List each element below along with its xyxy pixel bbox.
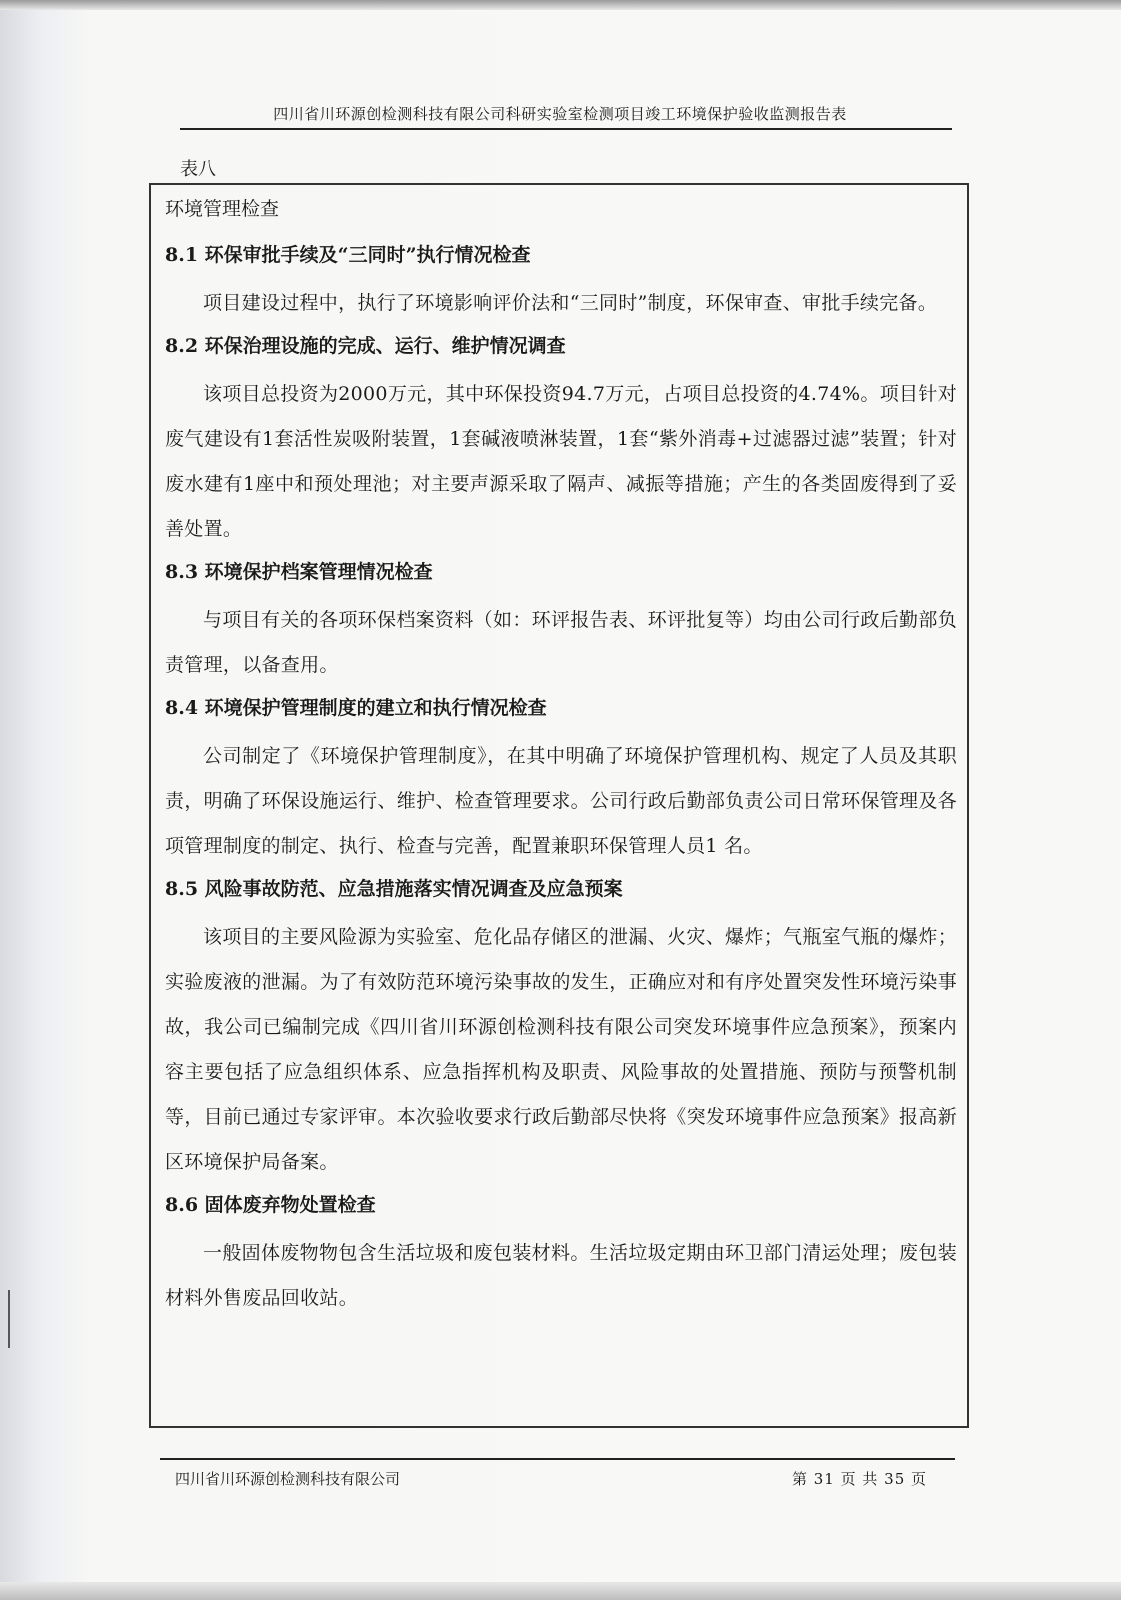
section-8-5 <box>165 875 957 1185</box>
content-body <box>165 195 957 1327</box>
section-paragraph: 项目建设过程中，执行了环境影响评价法和“三同时”制度，环保审查、审批手续完备。 <box>203 292 938 314</box>
section-paragraph: 公司制定了《环境保护管理制度》，在其中明确了环境保护管理机构、规定了人员及其职责，明确了环保设施运行、维护、检查管理要求。公司行政后勤部负责公司日常环保管理及各项管理制度的制定、执行、检查与完善，配置兼职环保管理人员1 名。 <box>165 745 957 857</box>
footer-page-number: 第 31 页 共 35 页 <box>792 1470 928 1488</box>
table-label: 表八 <box>180 159 216 180</box>
section-paragraph: 一般固体废物物包含生活垃圾和废包装材料。生活垃圾定期由环卫部门清运处理；废包装材料外售废品回收站。 <box>165 1242 957 1309</box>
scan-bottom-edge <box>0 1582 1121 1600</box>
content-box <box>149 183 969 1428</box>
section-8-4 <box>165 694 957 869</box>
section-heading: 8.4 环境保护管理制度的建立和执行情况检查 <box>165 697 547 719</box>
section-heading: 8.1 环保审批手续及“三同时”执行情况检查 <box>165 244 531 266</box>
section-heading: 8.5 风险事故防范、应急措施落实情况调查及应急预案 <box>165 878 623 900</box>
section-paragraph: 该项目的主要风险源为实验室、危化品存储区的泄漏、火灾、爆炸；气瓶室气瓶的爆炸；实验废液的泄漏。为了有效防范环境污染事故的发生，正确应对和有序处置突发性环境污染事故，我公司已编制完成《四川省川环源创检测科技有限公司突发环境事件应急预案》，预案内容主要包括了应急组织体系、应急指挥机构及职责、风险事故的处置措施、预防与预警机制等，目前已通过专家评审。本次验收要求行政后勤部尽快将《突发环境事件应急预案》报高新区环境保护局备案。 <box>165 926 957 1173</box>
section-heading: 8.3 环境保护档案管理情况检查 <box>165 561 433 583</box>
section-8-3 <box>165 558 957 688</box>
box-title: 环境管理检查 <box>165 198 280 220</box>
section-heading: 8.6 固体废弃物处置检查 <box>165 1194 376 1216</box>
scan-top-edge <box>0 0 1121 10</box>
section-heading: 8.2 环保治理设施的完成、运行、维护情况调查 <box>165 335 566 357</box>
section-8-2 <box>165 332 957 552</box>
margin-mark <box>8 1290 10 1348</box>
section-8-1 <box>165 241 957 326</box>
section-paragraph: 该项目总投资为2000万元，其中环保投资94.7万元，占项目总投资的4.74%。项目针对废气建设有1套活性炭吸附装置，1套碱液喷淋装置，1套“紫外消毒+过滤器过滤”装置；针对废水建有1座中和预处理池；对主要声源采取了隔声、减振等措施；产生的各类固废得到了妥善处置。 <box>165 383 957 540</box>
footer-company: 四川省川环源创检测科技有限公司 <box>175 1470 401 1488</box>
section-8-6 <box>165 1191 957 1321</box>
footer-divider <box>160 1458 955 1460</box>
section-paragraph: 与项目有关的各项环保档案资料（如：环评报告表、环评批复等）均由公司行政后勤部负责管理，以备查用。 <box>165 609 957 676</box>
page-header-title: 四川省川环源创检测科技有限公司科研实验室检测项目竣工环境保护验收监测报告表 <box>273 105 847 123</box>
header-divider <box>180 128 952 130</box>
